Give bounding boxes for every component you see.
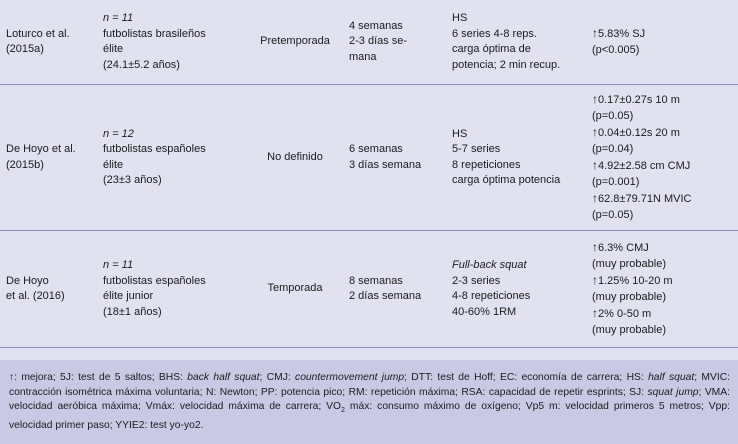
phase-cell bbox=[245, 85, 343, 231]
results-cell bbox=[586, 231, 738, 348]
author-line: De Hoyo bbox=[6, 274, 49, 287]
result-text: (muy probable) bbox=[592, 324, 666, 336]
result-line bbox=[592, 273, 734, 290]
result-line bbox=[592, 26, 734, 43]
result-line bbox=[592, 108, 734, 125]
footnote-text-3: ; DTT: test de Hoff; EC: economía de carrera; HS: bbox=[404, 372, 649, 383]
author-cell bbox=[0, 85, 97, 231]
result-text: 2% 0-50 m bbox=[598, 307, 652, 320]
phase-label: Pretemporada bbox=[260, 35, 330, 48]
footnote-subscript: 2 bbox=[341, 407, 345, 415]
result-line bbox=[592, 306, 734, 323]
sample-line: futbolistas españoles bbox=[103, 143, 206, 155]
up-arrow-icon: ↑ bbox=[592, 157, 598, 172]
result-text: 0.17±0.27s 10 m bbox=[598, 93, 680, 106]
result-line bbox=[592, 141, 734, 158]
duration-line: 2 días semana bbox=[349, 290, 422, 302]
result-line bbox=[592, 42, 734, 59]
result-text: (muy probable) bbox=[592, 291, 666, 303]
up-arrow-icon: ↑ bbox=[592, 305, 598, 320]
author-cell bbox=[0, 0, 97, 85]
protocol-title: Full-back squat bbox=[452, 259, 527, 271]
sample-size: n = 11 bbox=[103, 12, 134, 24]
phase-label: Temporada bbox=[267, 282, 323, 295]
result-line bbox=[592, 256, 734, 273]
phase-cell bbox=[245, 231, 343, 348]
duration-line: 2-3 días se- bbox=[349, 35, 408, 48]
result-text: (p=0.001) bbox=[592, 176, 640, 188]
duration-line: 6 semanas bbox=[349, 143, 403, 155]
result-text: 4.92±2.58 cm CMJ bbox=[598, 159, 691, 172]
author-cell bbox=[0, 231, 97, 348]
result-text: (p=0.04) bbox=[592, 143, 634, 155]
duration-line: 3 días semana bbox=[349, 158, 422, 171]
up-arrow-icon: ↑ bbox=[592, 124, 598, 139]
sample-line: élite bbox=[103, 43, 124, 55]
protocol-line: 8 repeticiones bbox=[452, 158, 521, 171]
result-text: 62.8±79.71N MVIC bbox=[598, 192, 692, 205]
table-footnote bbox=[0, 360, 738, 444]
author-line: et al. (2016) bbox=[6, 290, 65, 302]
protocol-title: HS bbox=[452, 127, 468, 140]
result-line bbox=[592, 92, 734, 109]
sample-size: n = 11 bbox=[103, 259, 134, 271]
footnote-italic-4: squat jump bbox=[647, 386, 699, 398]
result-text: (p=0.05) bbox=[592, 209, 634, 221]
result-text: (muy probable) bbox=[592, 258, 666, 270]
up-arrow-icon: ↑ bbox=[592, 25, 598, 40]
duration-cell bbox=[343, 0, 446, 85]
author-line: (2015b) bbox=[6, 158, 44, 171]
protocol-cell bbox=[446, 85, 586, 231]
protocol-line: 40-60% 1RM bbox=[452, 305, 517, 318]
table-row bbox=[0, 0, 738, 85]
footnote-italic-3: half squat bbox=[648, 372, 695, 383]
footnote-italic-1: back half squat bbox=[187, 372, 260, 383]
sample-line: futbolistas españoles bbox=[103, 274, 206, 287]
result-text: 1.25% 10-20 m bbox=[598, 274, 673, 287]
results-cell bbox=[586, 0, 738, 85]
duration-cell bbox=[343, 85, 446, 231]
footnote-text-2: ; CMJ: bbox=[259, 372, 296, 383]
result-line bbox=[592, 240, 734, 257]
up-arrow-icon: ↑ bbox=[9, 372, 15, 383]
results-cell bbox=[586, 85, 738, 231]
protocol-line: potencia; 2 min recup. bbox=[452, 58, 561, 71]
author-line: (2015a) bbox=[6, 43, 44, 55]
sample-line: (24.1±5.2 años) bbox=[103, 58, 180, 71]
author-line: Loturco et al. bbox=[6, 27, 70, 40]
result-text: (p<0.005) bbox=[592, 44, 640, 56]
sample-size: n = 12 bbox=[103, 127, 134, 140]
result-line bbox=[592, 158, 734, 175]
protocol-line: carga óptima de bbox=[452, 43, 531, 55]
table-row bbox=[0, 85, 738, 231]
duration-line: 4 semanas bbox=[349, 19, 403, 32]
result-text: 0.04±0.12s 20 m bbox=[598, 126, 680, 139]
duration-cell bbox=[343, 231, 446, 348]
sample-line: élite bbox=[103, 158, 124, 171]
result-line bbox=[592, 322, 734, 339]
up-arrow-icon: ↑ bbox=[592, 190, 598, 205]
protocol-line: 5-7 series bbox=[452, 143, 501, 155]
table-row bbox=[0, 231, 738, 348]
result-line bbox=[592, 289, 734, 306]
phase-label: No definido bbox=[267, 150, 323, 163]
protocol-line: carga óptima potencia bbox=[452, 174, 561, 186]
duration-line: 8 semanas bbox=[349, 274, 403, 287]
up-arrow-icon: ↑ bbox=[592, 91, 598, 106]
sample-line: élite junior bbox=[103, 290, 154, 302]
protocol-line: 6 series 4-8 reps. bbox=[452, 27, 537, 40]
phase-cell bbox=[245, 0, 343, 85]
protocol-line: 4-8 repeticiones bbox=[452, 290, 531, 302]
sample-line: (18±1 años) bbox=[103, 305, 162, 318]
footnote-text-4: ; MVIC: contracción isométrica máxima voluntaria; N: Newton; PP: potencia pico; RM: repetición máxima; RSA: capacidad de repetir esprints; SJ: bbox=[9, 372, 730, 398]
result-line bbox=[592, 191, 734, 208]
protocol-cell bbox=[446, 231, 586, 348]
protocol-title: HS bbox=[452, 12, 468, 24]
up-arrow-icon: ↑ bbox=[592, 272, 598, 287]
sample-line: (23±3 años) bbox=[103, 174, 162, 186]
footnote-text-5: ; VMA: velocidad aeróbica máxima; Vmáx: velocidad máxima de carrera; VO bbox=[9, 386, 730, 412]
result-text: 6.3% CMJ bbox=[598, 241, 649, 254]
duration-line: mana bbox=[349, 50, 377, 63]
result-line bbox=[592, 207, 734, 224]
result-line bbox=[592, 174, 734, 191]
footnote-text-6: máx: consumo máximo de oxígeno; Vp5 m: velocidad primeros 5 metros; Vpp: velocidad primer paso; YYIE2: test yo-yo2. bbox=[9, 401, 730, 431]
sample-cell bbox=[97, 0, 245, 85]
sample-cell bbox=[97, 231, 245, 348]
sample-cell bbox=[97, 85, 245, 231]
protocol-line: 2-3 series bbox=[452, 274, 501, 287]
result-text: (p=0.05) bbox=[592, 110, 634, 122]
protocol-cell bbox=[446, 0, 586, 85]
result-text: 5.83% SJ bbox=[598, 27, 646, 40]
footnote-text-1: : mejora; 5J: test de 5 saltos; BHS: bbox=[14, 372, 188, 383]
up-arrow-icon: ↑ bbox=[592, 239, 598, 254]
author-line: De Hoyo et al. bbox=[6, 143, 76, 155]
footnote-italic-2: countermovement jump bbox=[295, 372, 405, 383]
sample-line: futbolistas brasileños bbox=[103, 27, 206, 40]
result-line bbox=[592, 125, 734, 142]
